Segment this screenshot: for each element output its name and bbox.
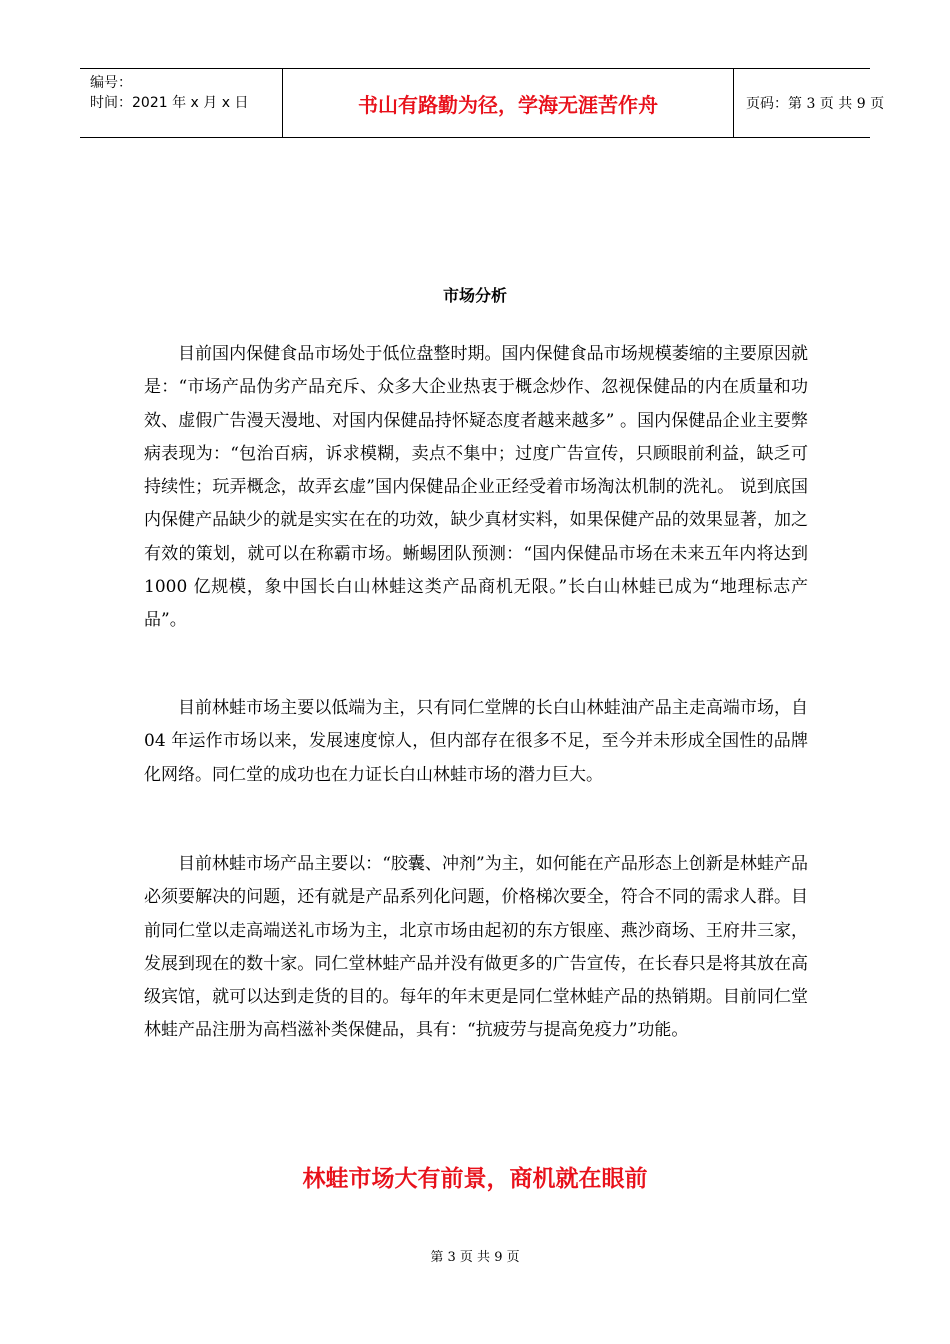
slogan: 林蛙市场大有前景，商机就在眼前 xyxy=(302,1165,648,1192)
header-page-code: 页码：第 3 页 共 9 页 xyxy=(746,96,885,112)
paragraph-market-overview: 目前国内保健食品市场处于低位盘整时期。国内保健食品市场规模萎缩的主要原因就是：“市场产品伪劣产品充斥、众多大企业热衷于概念炒作、忽视保健品的内在质量和功效、虚假广告漫天漫地、对国内保健品持怀疑态度者越来越多” 。国内保健品企业主要弊病表现为：“包治百病，诉求模糊，卖点不集中；过度广告宣传，只顾眼前利益，缺乏可持续性；玩弄概念，故弄玄虚”国内保健品企业正经受着市场淘汰机制的洗礼。 说到底国内保健产品缺少的就是实实在在的功效，缺少真材实料，如果保健产品的效果显著，加之有效的策划，就可以在称霸市场。蜥蜴团队预测：“国内保健品市场在未来五年内将达到 1000 亿规模，象中国长白山林蛙这类产品商机无限。”长白山林蛙已成为“地理标志产品”。 xyxy=(144,344,808,631)
header-meta xyxy=(80,69,282,137)
document-number-label: 编号： xyxy=(90,75,132,91)
document-date: 时间：2021 年 x 月 x 日 xyxy=(90,95,249,111)
document-header xyxy=(80,68,885,138)
paragraph-product-forms: 目前林蛙市场产品主要以：“胶囊、冲剂”为主，如何能在产品形态上创新是林蛙产品必须要解决的问题，还有就是产品系列化问题，价格梯次要全，符合不同的需求人群。目前同仁堂以走高端送礼市场为主，北京市场由起初的东方银座、燕沙商场、王府井三家，发展到现在的数十家。同仁堂林蛙产品并没有做更多的广告宣传，在长春只是将其放在高级宾馆，就可以达到走货的目的。每年的年末更是同仁堂林蛙产品的热销期。目前同仁堂林蛙产品注册为高档滋补类保健品，具有：“抗疲劳与提高免疫力”功能。 xyxy=(144,854,808,1041)
header-motto: 书山有路勤为径，学海无涯苦作舟 xyxy=(282,69,734,137)
paragraph-high-end-market: 目前林蛙市场主要以低端为主，只有同仁堂牌的长白山林蛙油产品主走高端市场，自 04 年运作市场以来，发展速度惊人，但内部存在很多不足，至今并未形成全国性的品牌化网络。同仁堂的成功也在力证长白山林蛙市场的潜力巨大。 xyxy=(144,698,808,785)
page-footer: 第 3 页 共 9 页 xyxy=(430,1250,520,1265)
section-title: 市场分析 xyxy=(442,286,507,305)
